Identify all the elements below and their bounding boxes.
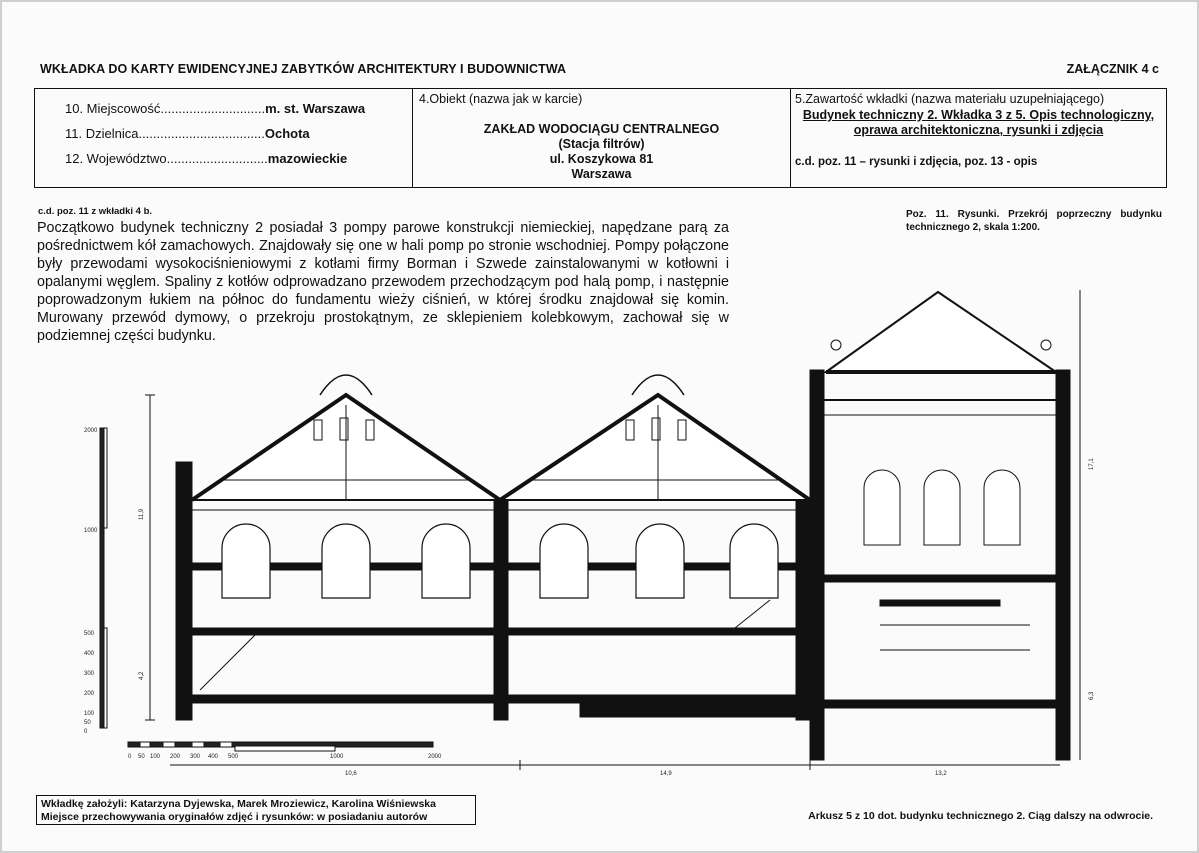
hscale-label-1000: 1000 (330, 754, 344, 760)
contents-description: Budynek techniczny 2. Wkładka 3 z 5. Opis technologiczny, oprawa architektoniczna, rysunki i zdjęcia (802, 108, 1155, 137)
object-label: 4.Obiekt (nazwa jak w karcie) (419, 92, 583, 106)
location-row-voivodeship: 12. Województwo............................mazowieckie (65, 151, 348, 166)
contents-note: c.d. poz. 11 – rysunki i zdjęcia, poz. 13 - opis (795, 156, 1038, 168)
hscale-label-400: 400 (208, 754, 219, 760)
hscale-label-300: 300 (190, 754, 201, 760)
scale-label-0: 0 (84, 729, 88, 735)
scale-label-100: 100 (84, 711, 95, 717)
object-address: ul. Koszykowa 81 (549, 152, 654, 166)
hscale-label-0: 0 (128, 754, 132, 760)
hscale-label-200: 200 (170, 754, 181, 760)
object-name: ZAKŁAD WODOCIĄGU CENTRALNEGO (483, 122, 720, 136)
info-table (34, 88, 1167, 188)
object-name-block (413, 122, 790, 182)
scale-label-1000: 1000 (84, 528, 98, 534)
dim-14-9: 14,9 (660, 771, 672, 777)
pump-hall (176, 375, 810, 720)
horizontal-scale-bar (128, 742, 433, 751)
hscale-label-500: 500 (228, 754, 239, 760)
scale-label-50: 50 (84, 720, 91, 726)
dim-11-9: 11,9 (139, 508, 145, 520)
scale-label-2000: 2000 (84, 428, 98, 434)
contents-cell (791, 89, 1166, 187)
dim-13-2: 13,2 (935, 771, 947, 777)
description-text: Początkowo budynek techniczny 2 posiadał 3 pompy parowe konstrukcji niemieckiej, napędzane parą za pośrednictwem kół zamachowych. Znajdowały się one w hali pomp po stronie wschodniej. Pompy połączone były przewodami wysokociśnieniowymi z kotłami firmy Borman i Szwede zainstalowanymi w kotłowni i opalanymi węglem. Spaliny z kotłów odprowadzano przewodem przechodzącym pod halą pomp, i następnie poprowadzonym łukiem na północ do fundamentu wieży ciśnień, w której środku znajdował się komin. Murowany przewód dymowy, o przekroju prostokątnym, ze sklepieniem kolebkowym, zachował się w podziemnej części budynku. (37, 220, 729, 344)
contents-label: 5.Zawartość wkładki (nazwa materiału uzupełniającego) (795, 92, 1105, 106)
location-row-district: 11. Dzielnica...................................Ochota (65, 126, 310, 141)
dim-10-6: 10,6 (345, 771, 357, 777)
dim-4-2: 4,2 (139, 671, 145, 680)
tower-building (810, 292, 1070, 760)
hscale-label-50: 50 (138, 754, 145, 760)
scale-label-200: 200 (84, 691, 95, 697)
authors-box (36, 795, 476, 825)
sheet-note: Arkusz 5 z 10 dot. budynku technicznego 2. Ciąg dalszy na odwrocie. (808, 810, 1153, 822)
founders-line: Wkładkę założyli: Katarzyna Dyjewska, Marek Mroziewicz, Karolina Wiśniewska (41, 798, 436, 810)
object-city: Warszawa (571, 167, 632, 181)
location-cell (35, 89, 413, 187)
annex-label: ZAŁĄCZNIK 4 c (1066, 62, 1159, 76)
object-subtitle: (Stacja filtrów) (558, 137, 645, 151)
scale-label-500: 500 (84, 631, 95, 637)
object-cell (413, 89, 791, 187)
scale-label-300: 300 (84, 671, 95, 677)
continuation-label: c.d. poz. 11 z wkładki 4 b. (38, 206, 153, 217)
form-title: WKŁADKA DO KARTY EWIDENCYJNEJ ZABYTKÓW ARCHITEKTURY I BUDOWNICTWA (40, 62, 567, 76)
scale-label-400: 400 (84, 651, 95, 657)
dim-17-1: 17,1 (1089, 458, 1095, 470)
vertical-scale-bar (100, 428, 107, 728)
hscale-label-100: 100 (150, 754, 161, 760)
hscale-label-2000: 2000 (428, 754, 442, 760)
cross-section-drawing (80, 280, 1095, 780)
storage-line: Miejsce przechowywania oryginałów zdjęć i rysunków: w posiadaniu autorów (41, 810, 428, 823)
dim-6-3: 6,3 (1089, 691, 1095, 700)
drawing-caption: Poz. 11. Rysunki. Przekrój poprzeczny budynku technicznego 2, skala 1:200. (906, 209, 1162, 233)
location-row-town: 10. Miejscowość.............................m. st. Warszawa (65, 101, 366, 116)
